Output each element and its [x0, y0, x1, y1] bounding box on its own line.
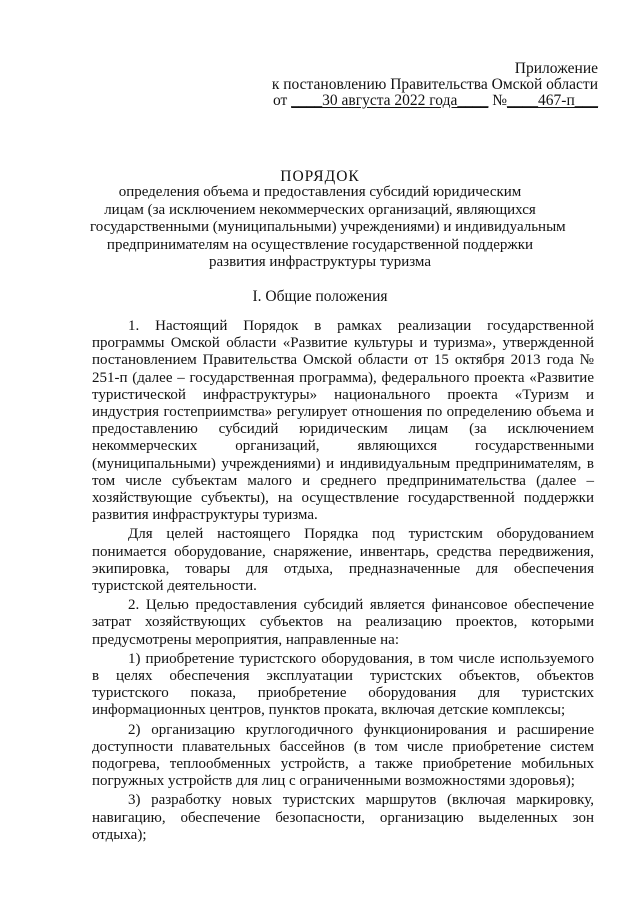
subtitle-line: предпринимателям на осуществление государственной поддержки — [106, 236, 534, 253]
decree-reference: к постановлению Правительства Омской области — [271, 76, 598, 93]
paragraph: Для целей настоящего Порядка под туристским оборудованием понимается оборудование, снаряжение, инвентарь, средства передвижения, экипировка, товары для отдыха, предназначенные для обеспечения туристской деятельности. — [92, 526, 594, 595]
section-heading: I. Общие положения — [252, 288, 388, 305]
paragraph: 2. Целью предоставления субсидий является финансовое обеспечение затрат хозяйствующих субъектов на реализацию проектов, которыми предусмотрены мероприятия, направленные на: — [92, 597, 594, 648]
document-title: ПОРЯДОК — [280, 168, 360, 185]
decree-date-number — [272, 93, 598, 109]
appendix-label: Приложение — [514, 60, 598, 77]
document-body — [92, 318, 594, 844]
date-prefix: от — [272, 92, 288, 109]
decree-number: ____467-п___ — [507, 92, 598, 109]
subtitle-line: лицам (за исключением некоммерческих организаций, являющихся — [104, 201, 536, 218]
list-item: 3) разработку новых туристских маршрутов (включая маркировку, навигацию, обеспечение безопасности, организацию выделенных зон отдыха); — [92, 792, 594, 843]
document-subtitle — [90, 184, 566, 272]
subtitle-line: развития инфраструктуры туризма — [209, 254, 431, 270]
subtitle-line: определения объема и предоставления субсидий юридическим — [118, 184, 522, 200]
decree-date: ____30 августа 2022 года____ — [291, 92, 489, 109]
list-item: 1) приобретение туристского оборудования, в том числе используемого в целях обеспечения эксплуатации туристских объектов, объектов туристского показа, приобретение оборудования для туристских информационных центров, пунктов проката, включая детские комплексы; — [92, 650, 594, 719]
list-item: 2) организацию круглогодичного функционирования и расширение доступности плавательных бассейнов (в том числе приобретение систем подогрева, теплообменных устройств, а также приобретение мобильных погружных устройств для лиц с ограниченными возможностями здоровья); — [92, 721, 594, 790]
paragraph: 1. Настоящий Порядок в рамках реализации государственной программы Омской области «Развитие культуры и туризма», утвержденной постановлением Правительства Омской области от 15 октября 2013 года № 251-п (далее – государственная программа), федерального проекта «Развитие туристической инфраструктуры» национального проекта «Туризм и индустрия гостеприимства» регулирует отношения по определению объема и предоставлению субсидий юридическим лицам (за исключением некоммерческих организаций, являющихся государственными (муниципальными) учреждениями) и индивидуальным предпринимателям, в том числе субъектам малого и среднего предпринимательства (далее – хозяйствующие субъекты), на осуществление государственной поддержки развития инфраструктуры туризма. — [92, 318, 594, 524]
number-prefix: № — [492, 92, 508, 109]
subtitle-line: государственными (муниципальными) учреждениями) и индивидуальным — [90, 219, 566, 235]
appendix-header — [272, 61, 598, 109]
